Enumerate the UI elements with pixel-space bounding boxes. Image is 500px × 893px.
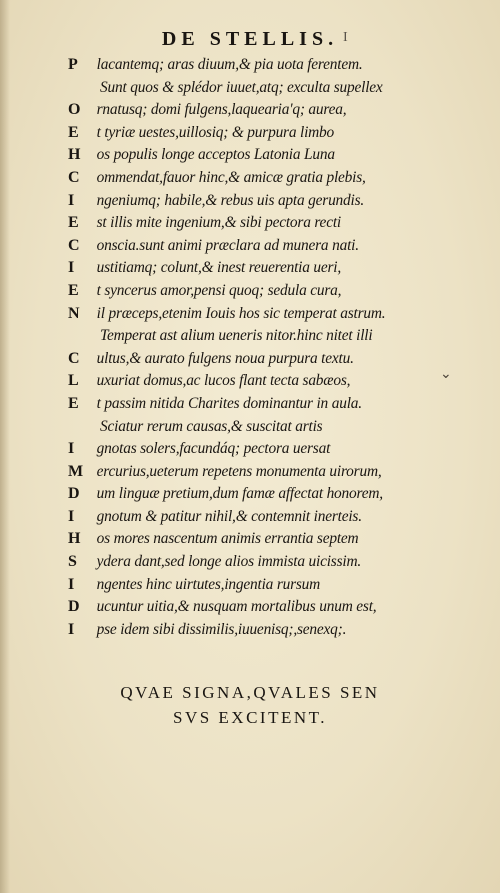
verse-initial: O	[68, 101, 81, 119]
verse-text: Sunt quos & splédor iuuet,atq; exculta supellex	[100, 78, 383, 96]
section-heading	[0, 680, 500, 730]
verse-text: t tyriæ uestes,uillosiq; & purpura limbo	[93, 123, 335, 141]
verse-initial: S	[68, 553, 77, 571]
verse-initial: H	[68, 146, 81, 164]
verse-line	[68, 438, 385, 461]
verse-initial: I	[68, 575, 75, 593]
verse-initial: C	[68, 168, 80, 186]
verse-text: il præceps,etenim Iouis hos sic temperat astrum.	[93, 304, 386, 322]
verse-text: t passim nitida Charites dominantur in aula.	[93, 394, 362, 412]
verse-initial: E	[68, 281, 79, 299]
verse-text: pse idem sibi dissimilis,iuuenisq;,senexq;.	[93, 620, 347, 638]
verse-text: ydera dant,sed longe alios immista uicissim.	[93, 553, 362, 571]
verse-line	[68, 167, 385, 190]
verse-line	[68, 212, 385, 235]
verse-initial: I	[68, 507, 75, 525]
verse-text: t syncerus amor,pensi quoq; sedula cura,	[93, 281, 342, 299]
verse-line	[68, 303, 385, 326]
verse-line	[68, 190, 385, 213]
verse-text: ercurius,ueterum repetens monumenta uirorum,	[93, 462, 382, 480]
verse-text: os mores nascentum animis errantia septem	[93, 530, 359, 548]
verse-initial: C	[68, 349, 80, 367]
verse-initial: I	[68, 259, 75, 277]
verse-line	[68, 506, 385, 529]
verse-line	[68, 99, 385, 122]
verse-line	[68, 54, 385, 77]
verse-text: um linguæ pretium,dum famæ affectat honorem,	[93, 485, 383, 503]
verse-initial: M	[68, 462, 83, 480]
verse-initial: E	[68, 123, 79, 141]
page-gutter-shadow	[0, 0, 10, 893]
verse-text: uxuriat domus,ac lucos flant tecta sabæos,	[93, 372, 351, 390]
verse-line	[68, 77, 385, 100]
verse-line	[68, 483, 385, 506]
verse-initial: C	[68, 236, 80, 254]
verse-initial: I	[68, 620, 75, 638]
verse-text: ustitiamq; colunt,& inest reuerentia ueri,	[93, 259, 342, 277]
verse-line	[68, 619, 385, 642]
verse-line	[68, 257, 385, 280]
verse-text: gnotum & patitur nihil,& contemnit inerteis.	[93, 507, 362, 525]
verse-line	[68, 370, 385, 393]
verse-initial: I	[68, 191, 75, 209]
verse-text: rnatusq; domi fulgens,laquearia'q; aurea,	[93, 101, 347, 119]
verse-initial: N	[68, 304, 80, 322]
verse-line	[68, 280, 385, 303]
verse-line	[68, 393, 385, 416]
verse-text: lacantemq; aras diuum,& pia uota ferentem.	[93, 56, 363, 73]
verse-initial: D	[68, 598, 80, 616]
section-heading-line: QVAE SIGNA,QVALES SEN	[120, 683, 380, 702]
verse-line	[68, 325, 385, 348]
page-header	[0, 28, 500, 51]
verse-text: ucuntur uitia,& nusquam mortalibus unum est,	[93, 598, 377, 616]
margin-mark: ⌄	[440, 367, 452, 382]
verse-initial: E	[68, 214, 79, 232]
verse-text: ngeniumq; habile,& rebus uis apta gerundis.	[93, 191, 365, 209]
verse-text: st illis mite ingenium,& sibi pectora recti	[93, 214, 341, 232]
verse-line	[68, 348, 385, 371]
verse-text: ngentes hinc uirtutes,ingentia rursum	[93, 575, 321, 593]
verse-text: os populis longe acceptos Latonia Luna	[93, 146, 335, 164]
verse-text: Temperat ast alium ueneris nitor.hinc nitet illi	[100, 327, 373, 345]
verse-line	[68, 144, 385, 167]
verse-initial: I	[68, 440, 75, 458]
verse-text: Sciatur rerum causas,& suscitat artis	[100, 417, 323, 435]
verse-text: onscia.sunt animi præclara ad munera nati.	[93, 236, 359, 254]
verse-text: ultus,& aurato fulgens noua purpura textu.	[93, 349, 354, 367]
verse-line	[68, 461, 385, 484]
verse-text: ommendat,fauor hinc,& amicæ gratia plebis,	[93, 168, 366, 186]
running-title: DE STELLIS.	[161, 28, 339, 50]
verse-initial: E	[68, 394, 79, 412]
verse-text: gnotas solers,facundáq; pectora uersat	[93, 440, 331, 458]
verse-initial: H	[68, 530, 81, 548]
verse-line	[68, 596, 385, 619]
verse-block	[68, 54, 385, 641]
verse-line	[68, 551, 385, 574]
verse-line	[68, 235, 385, 258]
verse-line	[68, 574, 385, 597]
verse-initial: D	[68, 485, 80, 503]
verse-initial: P	[68, 56, 78, 73]
verse-line	[68, 528, 385, 551]
verse-line	[68, 122, 385, 145]
verse-line	[68, 416, 385, 439]
verse-initial: L	[68, 372, 79, 390]
page-number: I	[343, 30, 348, 45]
section-heading-line: SVS EXCITENT.	[172, 708, 327, 727]
